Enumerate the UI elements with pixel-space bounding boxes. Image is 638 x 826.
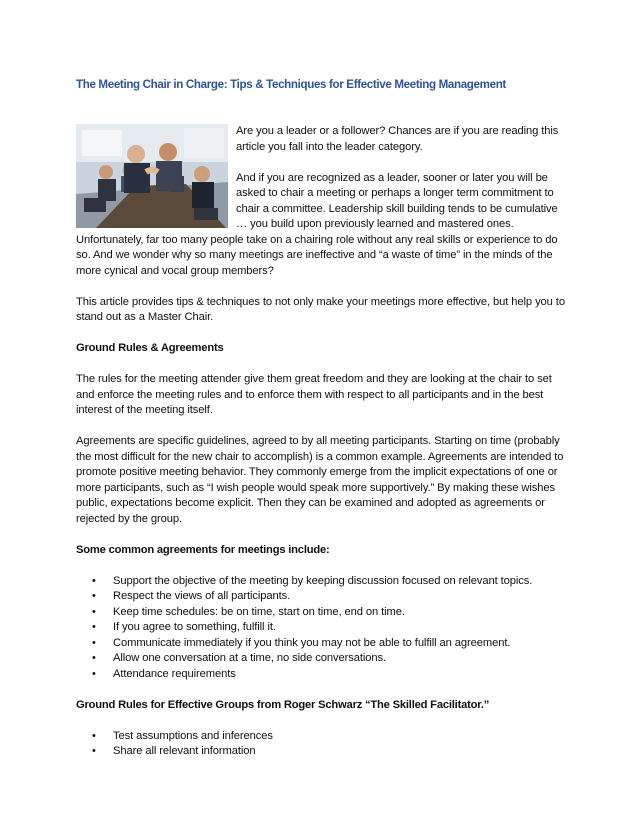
list-item: • Support the objective of the meeting by keeping discussion focused on relevant topics.: [113, 574, 568, 590]
schwarz-list: [76, 729, 568, 760]
schwarz-heading: Ground Rules for Effective Groups from Roger Schwarz “The Skilled Facilitator.”: [76, 698, 490, 711]
ground-rules-heading: Ground Rules & Agreements: [76, 342, 224, 354]
intro-paragraph-1: Are you a leader or a follower? Chances are if you are reading this article you fall into the leader category.: [236, 125, 559, 153]
intro-paragraph-2: And if you are recognized as a leader, sooner or later you will be asked to chair a meeting or perhaps a longer term commitment to chair a committee. Leadership skill building tends to be cumulative … you build upon previously learned and mastered ones. Unfortunately, far too many people take on a chairing role without any real skills or experience to do so. And we wonder why so many meetings are ineffective and “a waste of time” in the minds of the more cynical and vocal group members?: [76, 171, 558, 277]
list-item: • Attendance requirements: [113, 667, 568, 683]
list-item: • Keep time schedules: be on time, start on time, end on time.: [113, 605, 568, 621]
list-item: • Test assumptions and inferences: [113, 729, 568, 745]
list-item: • If you agree to something, fulfill it.: [113, 620, 568, 636]
article-body: [76, 124, 568, 775]
document-title: The Meeting Chair in Charge: Tips & Techniques for Effective Meeting Management: [76, 78, 506, 91]
common-agreements-heading: Some common agreements for meetings include:: [76, 543, 330, 556]
ground-rules-paragraph-1: The rules for the meeting attender give them great freedom and they are looking at the chair to set and enforce the meeting rules and to enforce them with respect to all participants and in the best interest of the meeting itself.: [76, 373, 552, 416]
intro-paragraph-3: This article provides tips & techniques to not only make your meetings more effective, but help you to stand out as a Master Chair.: [76, 295, 565, 323]
list-item: • Allow one conversation at a time, no side conversations.: [113, 651, 568, 667]
list-item: • Respect the views of all participants.: [113, 589, 568, 605]
common-agreements-list: [76, 574, 568, 683]
list-item: • Communicate immediately if you think you may not be able to fulfill an agreement.: [113, 636, 568, 652]
ground-rules-paragraph-2: Agreements are specific guidelines, agreed to by all meeting participants. Starting on time (probably the most difficult for the new chair to accomplish) is a common example. Agreements are intended to promote positive meeting behavior. They commonly emerge from the implicit expectations of one or more participants, such as “I wish people would speak more supportively.” By making these wishes public, expectations become explicit. Then they can be examined and adopted as agreements or rejected by the group.: [76, 435, 564, 525]
list-item: • Share all relevant information: [113, 744, 568, 760]
